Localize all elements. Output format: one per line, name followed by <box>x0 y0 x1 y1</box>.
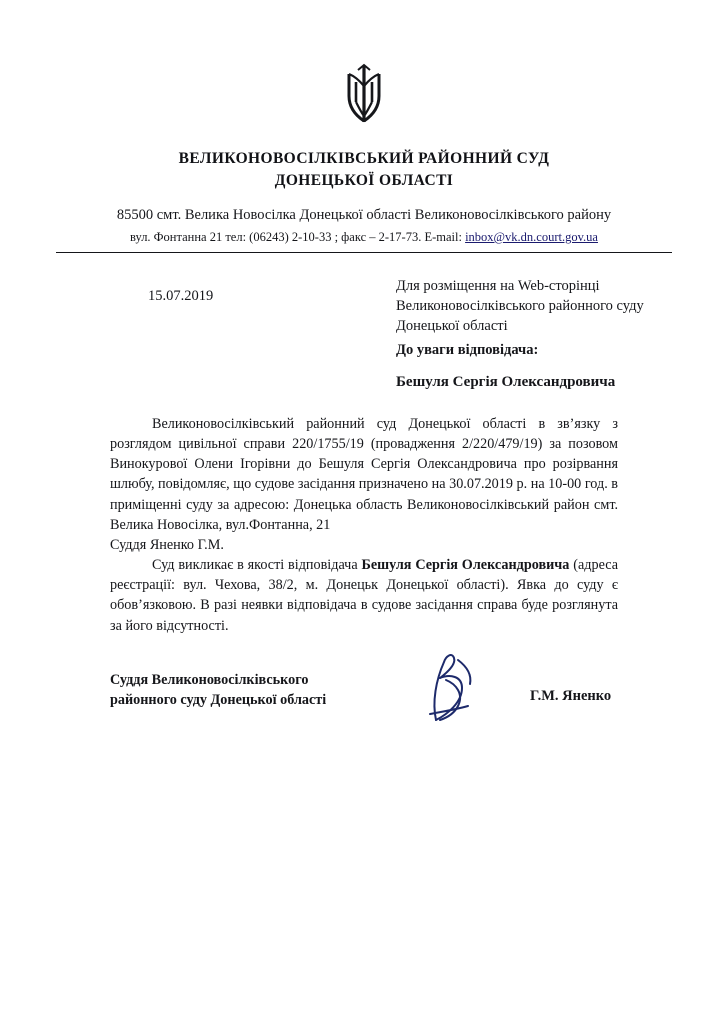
body-paragraph-3-part2: (адреса реєстрації: вул. Чехова, 38/2, м. Донецьк Донецької області). Явка до суду є обов’язковою. В разі неявки відповідача в судове засідання справа буде розглянута за його відсутності. <box>110 557 618 634</box>
body-paragraph-3 <box>110 555 618 636</box>
handwritten-signature-icon <box>406 650 502 728</box>
court-address: 85500 смт. Велика Новосілка Донецької області Великоновосілківського району <box>116 207 612 223</box>
signer-role <box>110 670 326 710</box>
contacts-text: вул. Фонтанна 21 тел: (06243) 2-10-33 ; факс – 2-17-73. E-mail: <box>130 230 466 244</box>
header-divider <box>56 252 672 253</box>
signer-role-line2: районного суду Донецької області <box>110 692 327 709</box>
court-title-line1: ВЕЛИКОНОВОСІЛКІВСЬКИЙ РАЙОННИЙ СУД <box>178 150 550 167</box>
signer-name: Г.М. Яненко <box>530 688 612 704</box>
court-title <box>0 148 728 193</box>
emblem-container <box>0 62 728 131</box>
body-paragraph-2: Суддя Яненко Г.М. <box>110 536 224 553</box>
court-email-link[interactable]: inbox@vk.dn.court.gov.ua <box>465 230 598 244</box>
web-placement-line3: Донецької області <box>396 318 508 334</box>
web-placement-note <box>396 276 644 336</box>
document-date: 15.07.2019 <box>148 288 214 304</box>
respondent-name: Бешуля Сергія Олександровича <box>396 374 616 390</box>
body-paragraph-1: Великоновосілківський районний суд Донецької області в зв’язку з розглядом цивільної справи 220/1755/19 (провадження 2/220/479/19) за позовом Винокурової Олени Ігорівни до Бешуля Сергія Олександровича про розірвання шлюбу, повідомляє, що судове засідання призначено на 30.07.2019 р. на 10-00 год. в приміщенні суду за адресою: Донецька область Великоновосілківський район смт. Велика Новосілка, вул.Фонтанна, 21 <box>110 416 618 533</box>
document-body <box>110 414 618 636</box>
body-paragraph-3-part1: Суд викликає в якості відповідача <box>152 557 362 574</box>
court-contacts <box>0 230 728 245</box>
web-placement-line2: Великоновосілківського районного суду <box>396 298 644 314</box>
signer-role-line1: Суддя Великоновосілківського <box>110 672 309 688</box>
court-title-line2: ДОНЕЦЬКОЇ ОБЛАСТІ <box>274 172 454 190</box>
attention-label: До уваги відповідача: <box>396 342 539 358</box>
web-placement-line1: Для розміщення на Web-сторінці <box>396 278 600 294</box>
body-paragraph-3-respondent: Бешуля Сергія Олександровича <box>361 557 570 574</box>
ukraine-trident-emblem-icon <box>340 62 388 126</box>
